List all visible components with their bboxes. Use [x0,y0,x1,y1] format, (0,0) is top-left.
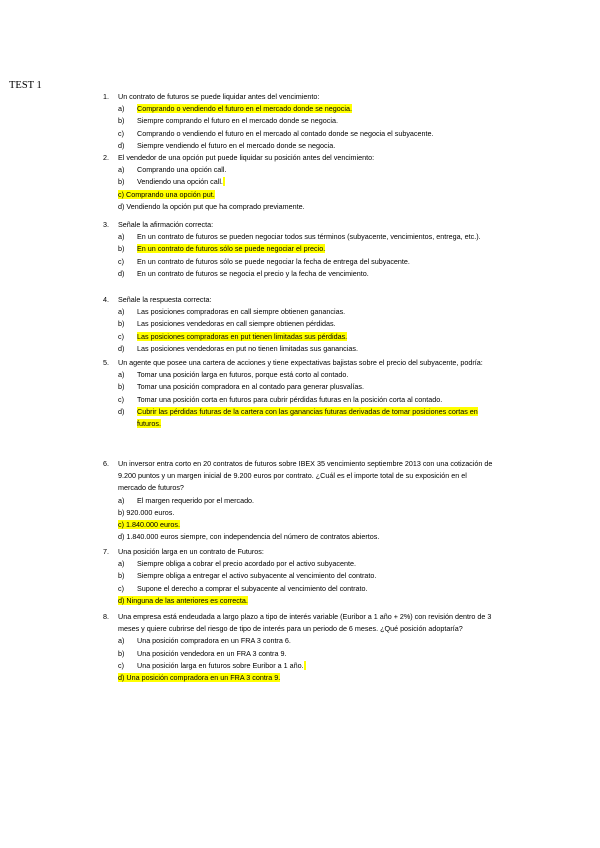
option-label: a) [118,370,125,380]
question-5 [103,357,493,430]
option-label: a) [118,232,125,242]
question-text: El vendedor de una opción put puede liquidar su posición antes del vencimiento: [118,153,375,162]
option-text: 1.840.000 euros siempre, con independencia del número de contratos abiertos. [126,532,380,542]
option-text: Tomar una posición corta en futuros para cubrir pérdidas futuras en la posición corta al contado. [137,394,443,404]
option-d [118,672,493,684]
option-label: b) [118,571,125,581]
option-d [118,140,493,152]
option-c [118,519,493,531]
option-text: Las posiciones compradoras en call siempre obtienen ganancias. [137,307,346,317]
option-label: c) [118,394,124,404]
option-text: Comprando o vendiendo el futuro en el mercado al contado donde se negocia el subyacente. [137,128,434,138]
option-text-highlighted: Cubrir las pérdidas futuras de la cartera con las ganancias futuras derivadas de tomar posiciones cortas en futuros. [137,406,478,429]
option-text: Siempre vendiendo el futuro en el mercado donde se negocia. [137,140,336,150]
question-number: 8. [103,612,109,621]
option-c [118,128,493,140]
option-a [118,103,493,115]
option-label: c) [118,583,124,593]
option-b [118,115,493,127]
option-c [118,189,493,201]
option-d [118,201,493,213]
question-number: 3. [103,220,109,229]
option-text: Una posición compradora en un FRA 3 contra 9. [126,673,281,683]
question-number: 7. [103,547,109,556]
option-text: En un contrato de futuros se negocia el precio y la fecha de vencimiento. [137,268,369,278]
option-label: a) [118,104,125,114]
option-label: d) [118,201,125,211]
option-text: Las posiciones vendedoras en call siempre obtienen pérdidas. [137,319,336,329]
option-label: d) [118,268,125,278]
option-text: Comprando una opción put. [126,189,215,199]
option-b [118,570,493,582]
option-text-highlighted [118,673,280,682]
option-text: Vendiendo una opción call. [137,177,223,187]
option-text-highlighted [118,190,215,199]
option-d [118,406,493,430]
question-number: 5. [103,358,109,367]
option-c [118,256,493,268]
option-label: c) [118,189,124,199]
option-b [118,243,493,255]
option-a [118,635,493,647]
option-label: c) [118,520,124,530]
option-a [118,495,493,507]
option-label: d) [118,140,125,150]
question-2 [103,152,493,213]
option-label: c) [118,331,124,341]
option-text-highlighted: Las posiciones compradoras en put tienen limitadas sus pérdidas. [137,331,348,341]
option-text-highlighted: En un contrato de futuros sólo se puede negociar el precio. [137,244,326,254]
option-text: En un contrato de futuros se pueden negociar todos sus términos (subyacente, vencimientos, entrega, etc.). [137,232,481,242]
question-number: 4. [103,295,109,304]
option-label: d) [118,595,125,605]
question-text: Señale la respuesta correcta: [118,295,212,304]
option-b [118,648,493,660]
option-label: d) [118,673,125,683]
option-label: b) [118,648,125,658]
option-b [118,318,493,330]
option-c [118,331,493,343]
question-7 [103,546,493,607]
option-label: b) [118,382,125,392]
option-text: Ninguna de las anteriores es correcta. [126,595,248,605]
highlight-mark: ​ [222,177,225,187]
question-text: Una posición larga en un contrato de Futuros: [118,547,264,556]
option-label: a) [118,636,125,646]
question-1 [103,91,493,152]
question-number: 2. [103,153,109,162]
option-c [118,660,493,672]
option-d [118,343,493,355]
question-text: Una empresa está endeudada a largo plazo a tipo de interés variable (Euribor a 1 año + 2%) con revisión dentro de 3 meses y quiere cubrirse del riesgo de tipo de interés para un periodo de 6 meses. ¿Qué posición adoptaría? [118,612,492,634]
option-text: Tomar una posición compradora en al contado para generar plusvalías. [137,382,364,392]
option-d [118,268,493,280]
option-c [118,394,493,406]
option-label: b) [118,244,125,254]
highlight-mark: ​ [303,660,306,670]
option-text: Siempre obliga a entregar el activo subyacente al vencimiento del contrato. [137,571,377,581]
option-text: Siempre comprando el futuro en el mercado donde se negocia. [137,116,338,126]
option-b [118,507,493,519]
option-b [118,176,493,188]
option-d [118,595,493,607]
option-label: a) [118,307,125,317]
option-label: a) [118,165,125,175]
option-label: c) [118,128,124,138]
option-label: d) [118,406,125,416]
question-4 [103,294,493,355]
question-8 [103,611,493,684]
option-text-highlighted [118,520,180,529]
option-text-highlighted [118,596,248,605]
option-a [118,369,493,381]
option-text: Una posición larga en futuros sobre Euribor a 1 año. [137,660,304,670]
question-3 [103,219,493,280]
option-c [118,583,493,595]
question-text: Un agente que posee una cartera de acciones y tiene expectativas bajistas sobre el precio del subyacente, podría: [118,358,483,367]
option-text: Tomar una posición larga en futuros, porque está corto al contado. [137,370,349,380]
option-text: Siempre obliga a cobrar el precio acordado por el activo subyacente. [137,559,356,569]
option-text: El margen requerido por el mercado. [137,495,255,505]
option-label: a) [118,495,125,505]
option-text: En un contrato de futuros sólo se puede negociar la fecha de entrega del subyacente. [137,256,410,266]
option-a [118,558,493,570]
question-number: 6. [103,459,109,468]
option-label: b) [118,116,125,126]
option-label: b) [118,319,125,329]
question-6 [103,458,493,543]
option-a [118,306,493,318]
option-text: 1.840.000 euros. [126,520,180,530]
option-label: c) [118,256,124,266]
option-label: c) [118,660,124,670]
question-number: 1. [103,92,109,101]
option-label: b) [118,507,125,517]
question-text: Señale la afirmación correcta: [118,220,214,229]
option-label: d) [118,532,125,542]
option-text-highlighted: Comprando o vendiendo el futuro en el mercado donde se negocia. [137,104,352,114]
option-label: b) [118,177,125,187]
option-text: Una posición vendedora en un FRA 3 contra 9. [137,648,287,658]
option-text: Supone el derecho a comprar el subyacente al vencimiento del contrato. [137,583,368,593]
option-d [118,531,493,543]
question-text: Un inversor entra corto en 20 contratos de futuros sobre IBEX 35 vencimiento septiembre 2013 con una cotización de 9.200 puntos y un margen inicial de 9.200 euros por contrato. ¿Cuál es el importe total de su exposición en el mercado de futuros? [118,459,493,493]
option-text: Vendiendo la opción put que ha comprado previamente. [126,201,305,211]
option-text: Una posición compradora en un FRA 3 contra 6. [137,636,291,646]
option-b [118,381,493,393]
option-text: Comprando una opción call. [137,165,227,175]
option-label: d) [118,343,125,353]
option-text: 920.000 euros. [126,507,175,517]
option-a [118,231,493,243]
option-a [118,164,493,176]
option-label: a) [118,559,125,569]
page-title: TEST 1 [9,80,42,91]
question-text: Un contrato de futuros se puede liquidar antes del vencimiento: [118,92,320,101]
option-text: Las posiciones vendedoras en put no tienen limitadas sus ganancias. [137,343,358,353]
